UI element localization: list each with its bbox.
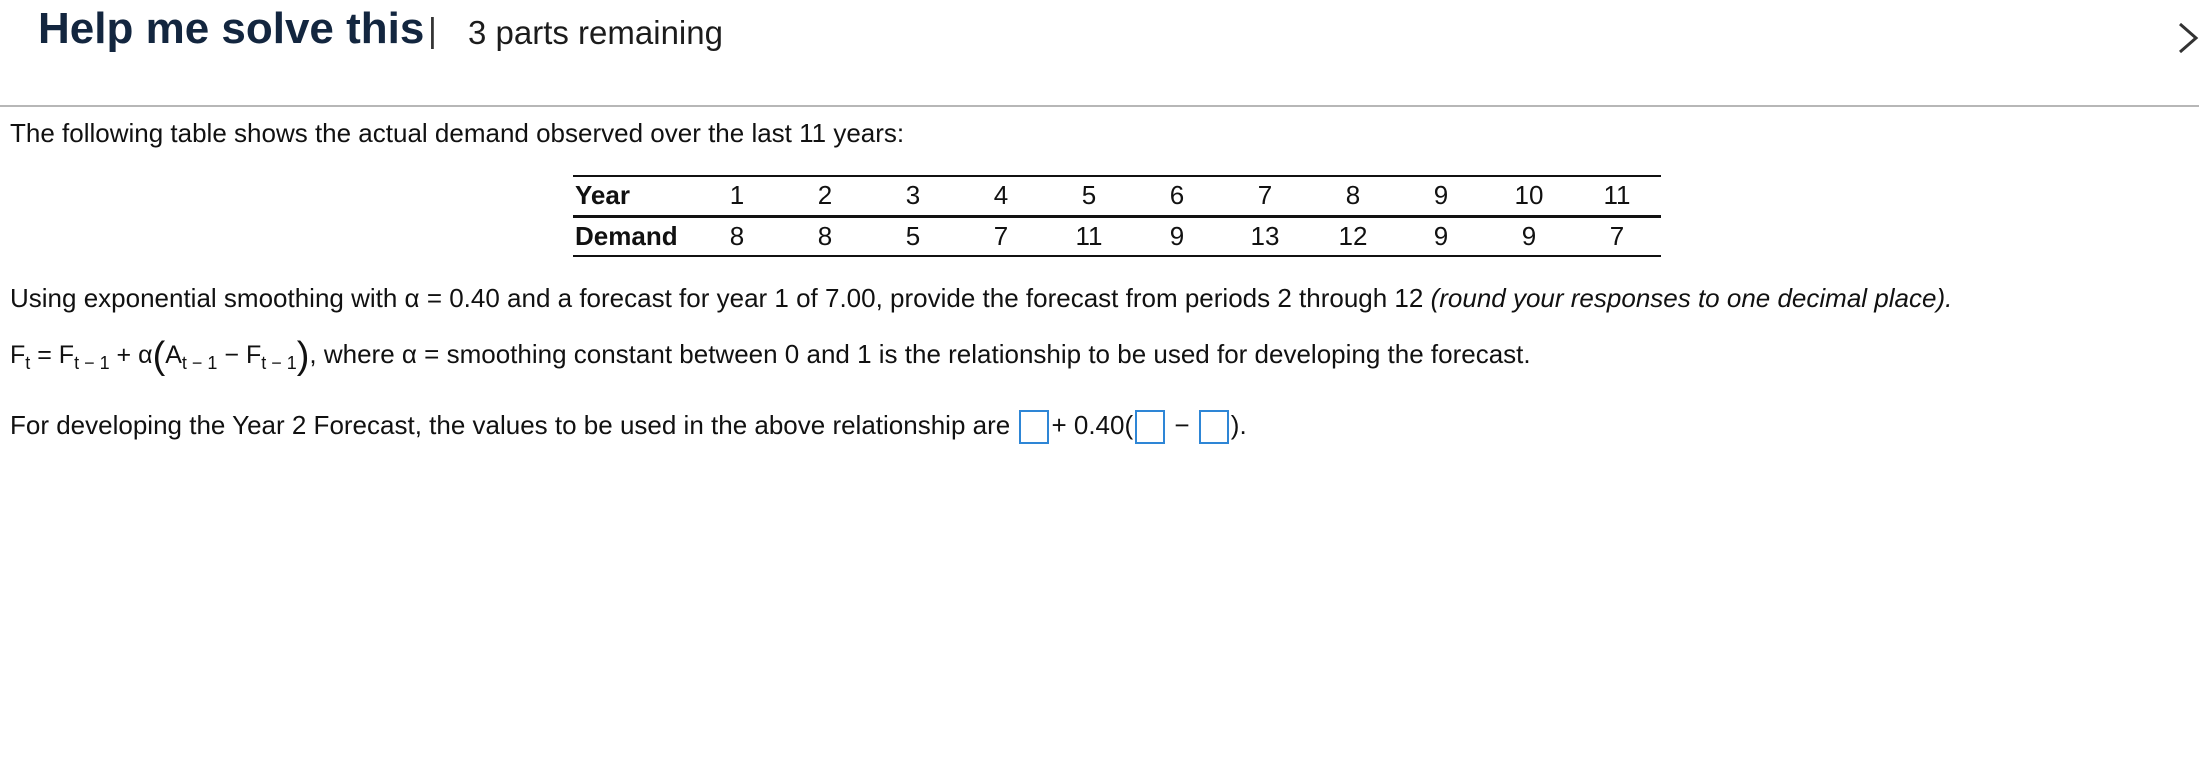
formula-alpha: α =	[401, 339, 447, 369]
title-separator: |	[428, 12, 437, 50]
table-cell: 5	[1045, 176, 1133, 216]
table-cell: 12	[1309, 216, 1397, 256]
table-cell: 11	[1573, 176, 1661, 216]
formula-where: , where	[309, 339, 402, 369]
table-cell: 7	[957, 216, 1045, 256]
row-header-demand: Demand	[573, 216, 693, 256]
instruction-main: Using exponential smoothing with α = 0.40 and a forecast for year 1 of 7.00, provide the forecast from periods 2 through 12	[10, 283, 1431, 313]
table-cell: 4	[957, 176, 1045, 216]
table-cell: 1	[693, 176, 781, 216]
answer-input-1[interactable]	[1019, 410, 1049, 444]
table-cell: 11	[1045, 216, 1133, 256]
header	[0, 0, 2199, 107]
year2-suffix: ).	[1230, 410, 1247, 440]
intro-text: The following table shows the actual demand observed over the last 11 years:	[10, 118, 905, 148]
demand-table	[573, 175, 1661, 257]
table-cell: 8	[693, 216, 781, 256]
table-cell: 9	[1397, 216, 1485, 256]
table-cell: 5	[869, 216, 957, 256]
formula-description: smoothing constant between 0 and 1 is the relationship to be used for developing the forecast.	[446, 339, 1531, 369]
table-cell: 8	[1309, 176, 1397, 216]
table-cell: 7	[1221, 176, 1309, 216]
plus-coefficient: + 0.40(	[1051, 410, 1134, 440]
answer-input-2[interactable]	[1135, 410, 1165, 444]
close-icon[interactable]	[2176, 16, 2199, 56]
year2-line	[10, 410, 1247, 444]
row-header-year: Year	[573, 176, 693, 216]
table-cell: 13	[1221, 216, 1309, 256]
table-cell: 6	[1133, 176, 1221, 216]
table-cell: 9	[1485, 216, 1573, 256]
table-cell: 8	[781, 216, 869, 256]
table-cell: 9	[1133, 216, 1221, 256]
parts-remaining: 3 parts remaining	[468, 14, 723, 51]
table-row	[573, 176, 1661, 216]
answer-input-3[interactable]	[1199, 410, 1229, 444]
minus-sign: −	[1174, 410, 1190, 440]
instruction-text	[10, 283, 1952, 314]
year2-prefix: For developing the Year 2 Forecast, the values to be used in the above relationship are	[10, 410, 1011, 440]
instruction-italic: (round your responses to one decimal place).	[1430, 283, 1953, 313]
formula-line	[10, 335, 1531, 377]
table-cell: 3	[869, 176, 957, 216]
table-row	[573, 216, 1661, 256]
formula: $F_t = F_{t - 1} + \alpha(A_{t - 1} - F_{t - 1})$	[10, 335, 310, 377]
table-cell: 2	[781, 176, 869, 216]
table-cell: 9	[1397, 176, 1485, 216]
table-cell: 10	[1485, 176, 1573, 216]
page-title: Help me solve this	[38, 4, 425, 53]
table-cell: 7	[1573, 216, 1661, 256]
